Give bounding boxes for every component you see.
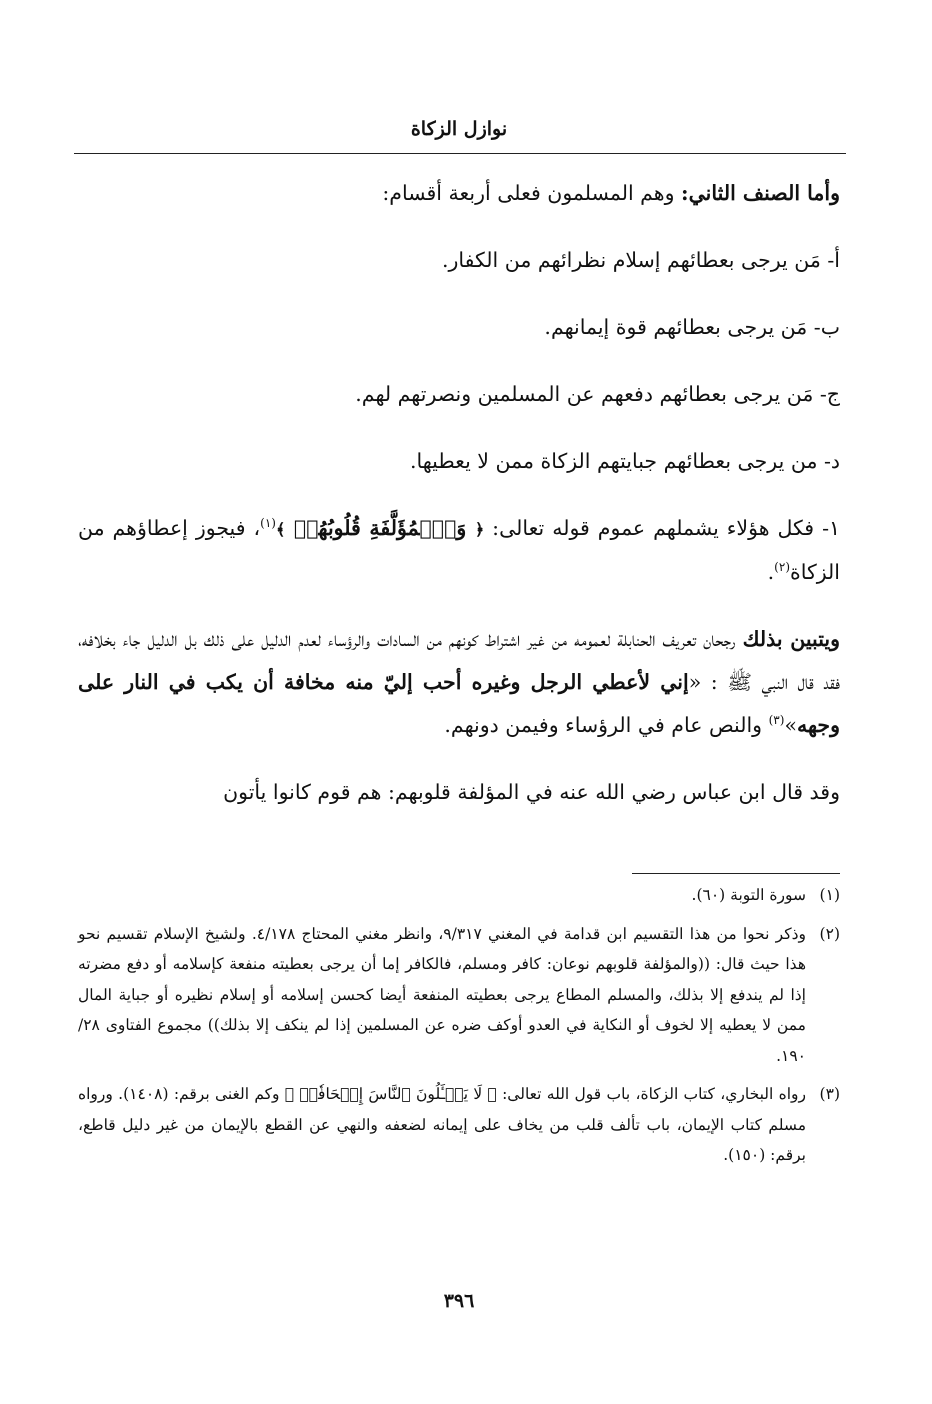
p2-text-b: »: [784, 713, 797, 737]
p2-text-a: رجحان تعريف الحنابلة لعمومه من غير اشتراط كونهم من السادات والرؤساء لعدم الدليل على ذلك بل الدليل جاء بخلافه، فقد قال النبي ﷺ : «: [78, 627, 840, 694]
footnote-ref-3[interactable]: (٣): [768, 713, 785, 728]
book-page: [78, 0, 840, 1404]
intro-text: وهم المسلمون فعلى أربعة أقسام:: [382, 181, 682, 205]
footnote-3: [78, 1079, 840, 1171]
running-header: نوازل الزكاة: [410, 118, 508, 140]
paragraph-3: وقد قال ابن عباس رضي الله عنه في المؤلفة قلوبهم: هم قوم كانوا يأتون: [223, 780, 840, 804]
footnote-text-a: رواه البخاري، كتاب الزكاة، باب قول الله تعالى:: [496, 1085, 806, 1103]
footnote-ref-2[interactable]: (٢): [774, 560, 790, 575]
p2-bold-a: ويتبين بذلك: [742, 627, 840, 651]
list-item-c: ج- مَن يرجى بعطائهم دفعهم عن المسلمين ونصرتهم لهم.: [355, 382, 840, 406]
footnote-text-b: وكم الغنى برقم: (١٤٠٨). ورواه مسلم كتاب الإيمان، باب تألف قلب من يخاف على إيمانه لضعفه والنهي عن القطع بالإيمان من غير دليل قاطع، برقم: (١٥٠).: [78, 1085, 806, 1164]
body-text: [78, 172, 840, 838]
list-item-a: أ- مَن يرجى بعطائهم إسلام نظرائهم من الكفار.: [441, 248, 840, 272]
intro-bold: وأما الصنف الثاني:: [681, 181, 840, 205]
footnote-1: [78, 880, 840, 911]
page-number: ٣٩٦: [443, 1290, 475, 1312]
hadith-text: إني لأعطي الرجل وغيره أحب إليّ منه مخافة أن يكب في النار على وجهه: [78, 670, 840, 737]
quran-bracket-open: ﴿: [474, 520, 485, 539]
list-item-b: ب- مَن يرجى بعطائهم قوة إيمانهم.: [544, 315, 840, 339]
header-rule: [74, 153, 846, 154]
footnote-quran: ﴿ لَا يَسۡـَٔلُونَ ٱلنَّاسَ إِلۡحَافٗاۗ ﴾: [284, 1085, 497, 1103]
p1-text-b: ، فيجوز إعطاؤهم من الزكاة: [78, 516, 840, 584]
footnote-2: [78, 919, 840, 1072]
p2-text-c: والنص عام في الرؤساء وفيمن دونهم.: [444, 713, 769, 737]
footnote-rule: [632, 873, 840, 874]
footnote-number: (١): [819, 886, 840, 904]
intro-paragraph: [78, 172, 840, 215]
footnote-text: سورة التوبة (٦٠).: [691, 886, 806, 904]
p1-text-a: ١- فكل هؤلاء يشملهم عموم قوله تعالى:: [484, 516, 841, 540]
footnote-text: وذكر نحوا من هذا التقسيم ابن قدامة في المغني ٩/٣١٧، وانظر مغني المحتاج ٤/١٧٨. ولشيخ الإسلام تقسيم نحو هذا حيث قال: ((والمؤلفة قلوبهم نوعان: كافر ومسلم، فالكافر إما أن يرجى بعطيته منفعة كإسلامه أو دفع مضرته إذا لم يندفع إلا بذلك، والمسلم المطاع يرجى بعطيته المنفعة أيضا كحسن إسلامه أو إسلام نظيره أو جباية المال ممن لا يعطيه إلا لخوف أو النكاية في العدو أوكف ضره عن المسلمين إذا لم ينكف إلا بذلك)) مجموع الفتاوى ٢٨/ ١٩٠.: [78, 924, 806, 1065]
list-item-d: د- من يرجى بعطائهم جبايتهم الزكاة ممن لا يعطيها.: [409, 449, 840, 473]
footnotes: [78, 880, 840, 1179]
footnote-number: (٢): [819, 924, 840, 943]
footnote-number: (٣): [819, 1085, 840, 1103]
p1-text-c: .: [767, 560, 775, 584]
footnote-ref-1[interactable]: (١): [260, 516, 276, 531]
quran-bracket-close: ﴾: [275, 520, 286, 539]
paragraph-1: [78, 507, 840, 594]
quran-verse: وَٱلۡمُؤَلَّفَةِ قُلُوبُهُمۡ: [285, 516, 475, 540]
paragraph-2: [78, 618, 840, 747]
